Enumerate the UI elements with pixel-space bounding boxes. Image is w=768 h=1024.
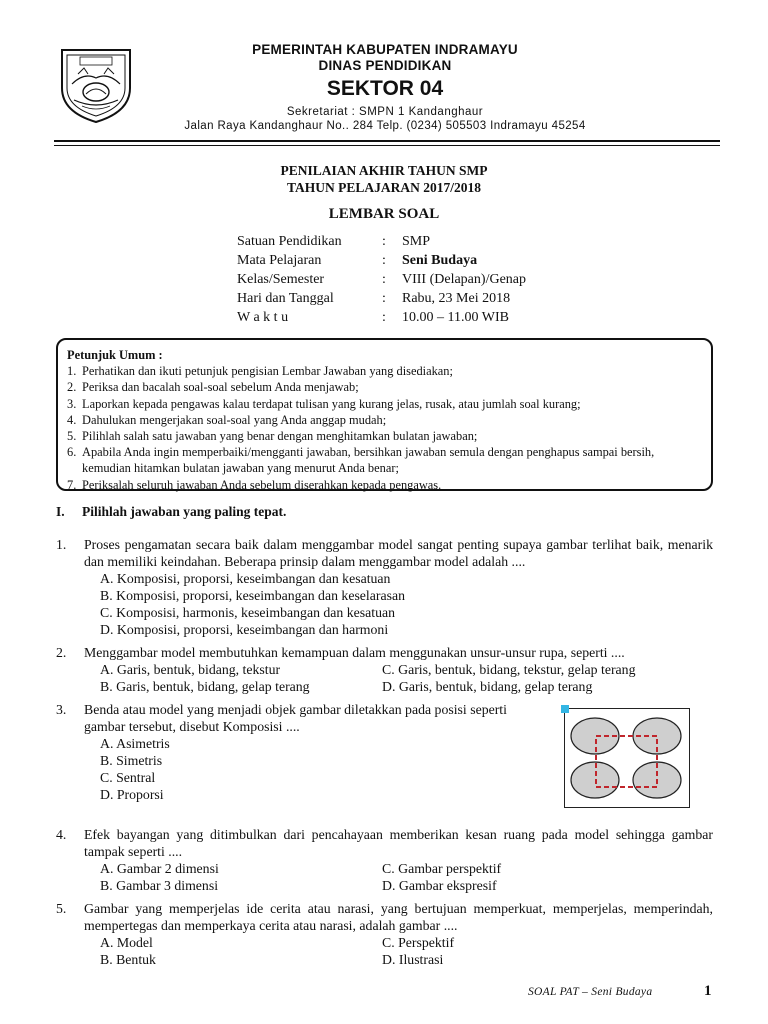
answer-option-a: A. Model: [100, 935, 153, 950]
page-number: 1: [704, 983, 712, 999]
info-label: Satuan Pendidikan: [237, 234, 342, 249]
answer-option-a: A. Komposisi, proporsi, keseimbangan dan kesatuan: [100, 571, 391, 586]
header-rule-thick: [54, 140, 720, 142]
question-1: [56, 536, 713, 638]
instruction-item: [67, 444, 703, 476]
instruction-item: [67, 396, 703, 412]
header-rule-thin: [54, 145, 720, 146]
info-value: Seni Budaya: [402, 253, 478, 268]
info-value: VIII (Delapan)/Genap: [402, 272, 526, 287]
answer-option-c: C. Sentral: [100, 770, 156, 785]
answer-option-d: D. Gambar ekspresif: [382, 878, 497, 893]
info-colon: :: [382, 253, 386, 268]
instruction-number: 7.: [67, 477, 77, 492]
instructions-box: [56, 338, 713, 491]
sheet-title: LEMBAR SOAL: [328, 206, 440, 222]
regency-logo: [54, 44, 138, 124]
instruction-text: Apabila Anda ingin memperbaiki/mengganti jawaban, bersihkan jawaban semula dengan penghapus sampai bersih, kemudian hitamkan bulatan jawaban yang menurut Anda benar;: [82, 445, 655, 476]
answer-option-c: C. Garis, bentuk, bidang, tekstur, gelap terang: [382, 662, 636, 677]
answer-option-d: D. Ilustrasi: [382, 952, 444, 967]
header-address: Jalan Raya Kandanghaur No.. 284 Telp. (0234) 505503 Indramayu 45254: [184, 120, 586, 132]
answer-option-d: D. Garis, bentuk, bidang, gelap terang: [382, 679, 593, 694]
info-colon: :: [382, 291, 386, 306]
answer-option-a: A. Gambar 2 dimensi: [100, 861, 219, 876]
question-5: [56, 900, 713, 968]
instruction-text: Periksalah seluruh jawaban Anda sebelum diserahkan kepada pengawas.: [82, 477, 442, 492]
instruction-text: Dahulukan mengerjakan soal-soal yang Anda anggap mudah;: [82, 412, 387, 427]
instruction-item: [67, 477, 703, 493]
answer-option-a: A. Garis, bentuk, bidang, tekstur: [100, 662, 281, 677]
answer-option-b: B. Bentuk: [100, 952, 156, 967]
instruction-text: Perhatikan dan ikuti petunjuk pengisian Lembar Jawaban yang disediakan;: [82, 364, 453, 379]
header-department: DINAS PENDIDIKAN: [318, 58, 452, 73]
exam-info-table: [237, 232, 602, 327]
question-text: Benda atau model yang menjadi objek gambar diletakkan pada posisi seperti gambar tersebut, disebut Komposisi ....: [84, 702, 507, 734]
info-value: Rabu, 23 Mei 2018: [402, 291, 511, 306]
answer-option-d: D. Proporsi: [100, 787, 164, 802]
info-colon: :: [382, 272, 386, 287]
instruction-number: 3.: [67, 396, 77, 411]
info-row-subject: [237, 251, 602, 270]
header-secretariat: Sekretariat : SMPN 1 Kandanghaur: [286, 106, 484, 118]
info-row-school: [237, 232, 602, 251]
info-row-class: [237, 270, 602, 289]
info-label: W a k t u: [237, 310, 289, 325]
answer-option-a: A. Asimetris: [100, 736, 170, 751]
info-value: SMP: [402, 234, 431, 249]
section-number: I.: [56, 504, 65, 519]
instruction-item: [67, 412, 703, 428]
answer-option-b: B. Komposisi, proporsi, keseimbangan dan keselarasan: [100, 588, 406, 603]
instruction-number: 1.: [67, 364, 77, 379]
instruction-number: 4.: [67, 412, 77, 427]
instruction-number: 6.: [67, 445, 77, 460]
info-colon: :: [382, 234, 386, 249]
question-number: 3.: [56, 702, 67, 717]
answer-option-b: B. Garis, bentuk, bidang, gelap terang: [100, 679, 310, 694]
instruction-item: [67, 379, 703, 395]
question-number: 4.: [56, 827, 67, 842]
info-label: Mata Pelajaran: [237, 253, 322, 268]
section-heading: [56, 504, 286, 520]
instruction-text: Pilihlah salah satu jawaban yang benar dengan menghitamkan bulatan jawaban;: [82, 429, 478, 444]
question-number: 5.: [56, 901, 67, 916]
question-number: 1.: [56, 537, 67, 552]
instruction-text: Periksa dan bacalah soal-soal sebelum Anda menjawab;: [82, 380, 359, 395]
answer-option-b: B. Gambar 3 dimensi: [100, 878, 219, 893]
instruction-item: [67, 363, 703, 379]
info-row-time: [237, 308, 602, 327]
answer-option-c: C. Komposisi, harmonis, keseimbangan dan kesatuan: [100, 605, 396, 620]
info-value: 10.00 – 11.00 WIB: [402, 310, 509, 325]
header-sector: SEKTOR 04: [326, 77, 444, 100]
answer-option-c: C. Gambar perspektif: [382, 861, 502, 876]
exam-title: PENILAIAN AKHIR TAHUN SMP: [280, 163, 488, 178]
exam-year: TAHUN PELAJARAN 2017/2018: [286, 180, 481, 195]
answer-option-d: D. Komposisi, proporsi, keseimbangan dan harmoni: [100, 622, 389, 637]
instruction-number: 2.: [67, 380, 77, 395]
footer-label: SOAL PAT – Seni Budaya: [528, 986, 653, 998]
question-text: Proses pengamatan secara baik dalam menggambar model sangat penting supaya gambar terlihat baik, menarik dan memiliki keindahan. Beberapa prinsip dalam menggambar model adalah ....: [84, 537, 713, 569]
info-label: Kelas/Semester: [237, 272, 325, 287]
section-title: Pilihlah jawaban yang paling tepat.: [82, 504, 287, 519]
header-government: PEMERINTAH KABUPATEN INDRAMAYU: [252, 42, 518, 57]
info-label: Hari dan Tanggal: [237, 291, 334, 306]
answer-option-c: C. Perspektif: [382, 935, 455, 950]
instruction-item: [67, 428, 703, 444]
composition-figure: [564, 708, 690, 808]
question-4: [56, 826, 713, 894]
question-number: 2.: [56, 645, 67, 660]
question-3: [56, 701, 516, 803]
question-2: [56, 644, 713, 695]
instruction-number: 5.: [67, 429, 77, 444]
info-row-date: [237, 289, 602, 308]
answer-option-b: B. Simetris: [100, 753, 163, 768]
question-text: Menggambar model membutuhkan kemampuan dalam menggunakan unsur-unsur rupa, seperti ....: [84, 645, 625, 660]
instruction-text: Laporkan kepada pengawas kalau terdapat tulisan yang kurang jelas, rusak, atau jumlah soal kurang;: [82, 396, 581, 411]
question-text: Efek bayangan yang ditimbulkan dari pencahayaan memberikan kesan ruang pada model sehingga gambar tampak seperti ....: [84, 827, 713, 859]
instructions-title: Petunjuk Umum :: [67, 348, 163, 362]
question-text: Gambar yang memperjelas ide cerita atau narasi, yang bertujuan memperkuat, memperjelas, memperindah, mempertegas dan memperkaya cerita atau narasi, adalah gambar ....: [84, 901, 713, 933]
info-colon: :: [382, 310, 386, 325]
